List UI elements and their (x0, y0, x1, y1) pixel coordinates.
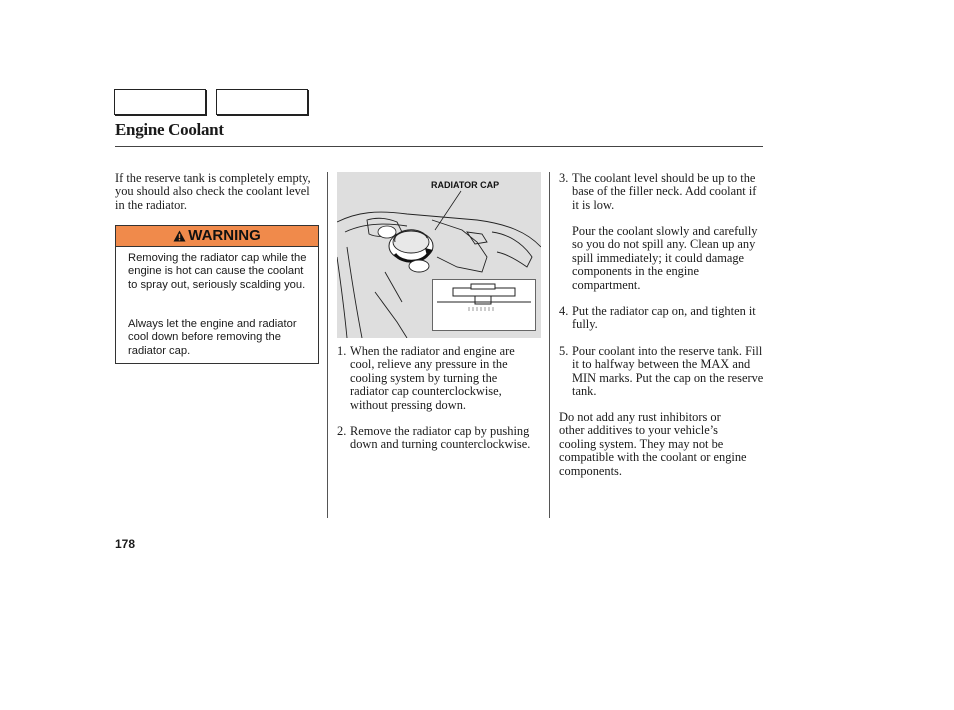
step-number: 3. (559, 171, 569, 185)
figure-label: RADIATOR CAP (431, 180, 500, 190)
warning-triangle-icon (173, 230, 186, 242)
intro-paragraph: If the reserve tank is completely empty, you should also check the coolant level in the radiator. (115, 171, 311, 212)
column-divider-2 (549, 172, 550, 518)
step-text: Pour coolant into the reserve tank. Fill it to halfway between the MAX and MIN marks. Put the cap on the reserve tank. (572, 344, 764, 399)
nav-button-2[interactable] (216, 89, 308, 115)
warning-box (115, 225, 319, 364)
page-title: Engine Coolant (115, 120, 224, 139)
cap-cross-section (433, 280, 535, 330)
step-number: 2. (337, 424, 347, 438)
step-5 (559, 345, 764, 399)
step-1 (337, 345, 537, 412)
page-number: 178 (115, 537, 136, 551)
warning-label: WARNING (188, 227, 261, 244)
step-text: The coolant level should be up to the base of the filler neck. Add coolant if it is low. (572, 171, 757, 212)
additive-note: Do not add any rust inhibitors or other additives to your vehicle’s cooling system. They may not be compatible with the coolant or engine components. (559, 410, 747, 478)
step-text: When the radiator and engine are cool, relieve any pressure in the cooling system by turning the radiator cap counterclockwise, without pressing down. (350, 344, 515, 412)
nav-button-1[interactable] (114, 89, 206, 115)
step-3 (559, 172, 764, 212)
warning-text-2: Always let the engine and radiator cool down before removing the radiator cap. (128, 318, 297, 357)
step-number: 1. (337, 344, 347, 358)
step-3-continued: Pour the coolant slowly and carefully so you do not spill any. Clean up any spill immediately; it could damage components in the engine compartment. (572, 224, 758, 292)
step-4 (559, 305, 764, 332)
column-divider-1 (327, 172, 328, 518)
cap-detail-inset (432, 279, 536, 331)
title-divider (115, 146, 763, 147)
step-number: 5. (559, 344, 569, 358)
step-text: Put the radiator cap on, and tighten it fully. (572, 304, 756, 332)
warning-text-1: Removing the radiator cap while the engine is hot can cause the coolant to spray out, seriously scalding you. (128, 252, 307, 291)
warning-header (116, 226, 318, 247)
radiator-cap-illustration (337, 172, 541, 338)
step-2 (337, 425, 537, 452)
step-number: 4. (559, 304, 569, 318)
step-text: Remove the radiator cap by pushing down and turning counterclockwise. (350, 424, 531, 452)
